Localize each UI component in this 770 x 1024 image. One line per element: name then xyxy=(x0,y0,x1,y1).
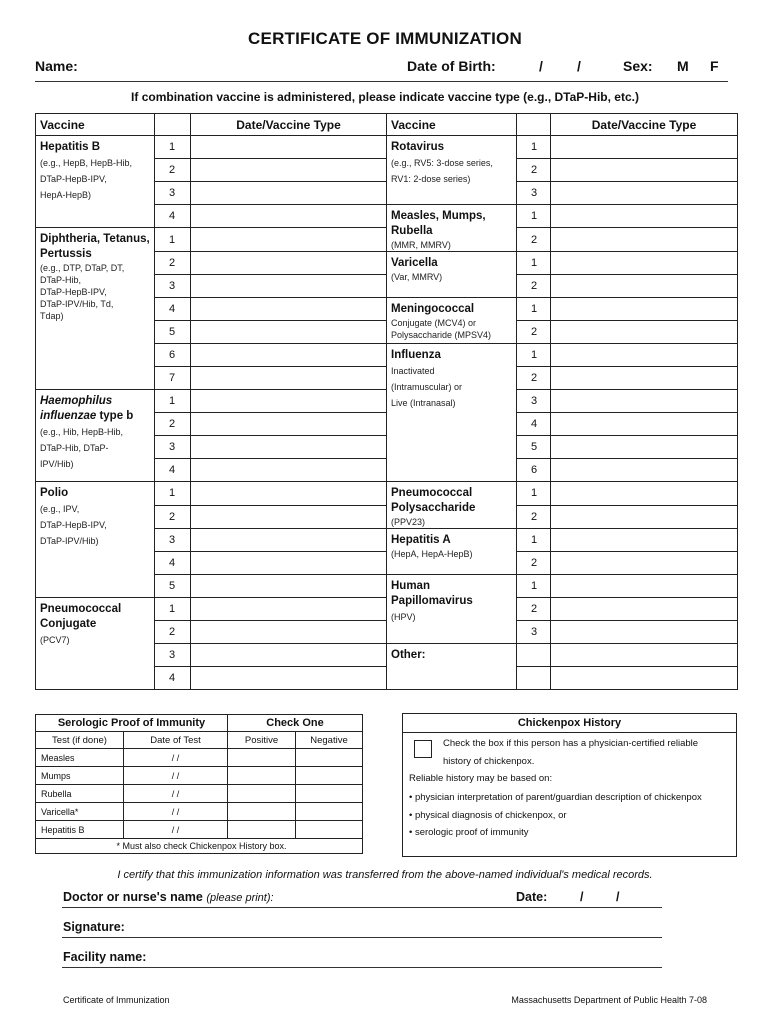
date-vaccine-type-field[interactable] xyxy=(191,575,387,598)
vaccine-name: Haemophilus influenzae type b xyxy=(40,395,134,422)
chickenpox-checkbox[interactable] xyxy=(414,740,432,758)
vaccine-examples: (e.g., IPV, xyxy=(40,504,80,514)
dose-number: 5 xyxy=(517,436,551,459)
dose-number: 2 xyxy=(517,552,551,575)
date-vaccine-type-field[interactable] xyxy=(551,482,738,506)
vaccine-examples: Inactivated xyxy=(391,366,435,376)
dose-number: 1 xyxy=(155,136,191,159)
serology-row xyxy=(36,803,363,821)
dose-number: 2 xyxy=(155,621,191,644)
date-vaccine-type-field[interactable] xyxy=(551,390,738,413)
facility-name-label: Facility name: xyxy=(63,950,147,964)
col-test: Test (if done) xyxy=(36,732,124,749)
header-date-right: Date/Vaccine Type xyxy=(551,114,738,136)
facility-name-line[interactable] xyxy=(62,967,662,968)
negative-check-field[interactable] xyxy=(296,785,363,803)
serology-row xyxy=(36,767,363,785)
vaccine-name: Pneumococcal Conjugate xyxy=(40,603,122,630)
date-vaccine-type-field[interactable] xyxy=(191,182,387,205)
date-vaccine-type-field[interactable] xyxy=(551,367,738,390)
vaccine-examples: IPV/Hib) xyxy=(40,459,74,469)
dose-number: 4 xyxy=(155,459,191,482)
date-vaccine-type-field[interactable] xyxy=(551,344,738,367)
dose-number: 2 xyxy=(517,321,551,344)
vaccine-examples: Live (Intranasal) xyxy=(391,398,456,408)
table-row xyxy=(36,136,738,159)
date-vaccine-type-field[interactable] xyxy=(551,667,738,690)
dose-number: 3 xyxy=(155,275,191,298)
dose-number: 2 xyxy=(517,228,551,252)
dose-number: 1 xyxy=(155,390,191,413)
negative-check-field[interactable] xyxy=(296,821,363,839)
date-vaccine-type-field[interactable] xyxy=(191,644,387,667)
date-vaccine-type-field[interactable] xyxy=(191,598,387,621)
vaccine-examples: DTaP-HepB-IPV, xyxy=(40,287,107,297)
vaccine-name-cell xyxy=(387,205,517,252)
col-negative: Negative xyxy=(296,732,363,749)
date-vaccine-type-field[interactable] xyxy=(551,182,738,205)
date-vaccine-type-field[interactable] xyxy=(551,136,738,159)
date-of-test-field[interactable]: / / xyxy=(124,767,228,785)
date-vaccine-type-field[interactable] xyxy=(551,529,738,552)
vaccine-name: Meningococcal xyxy=(391,303,475,315)
dose-number: 7 xyxy=(155,367,191,390)
date-vaccine-type-field[interactable] xyxy=(191,621,387,644)
vaccine-examples: HepA-HepB) xyxy=(40,190,92,200)
dose-number: 1 xyxy=(155,598,191,621)
vaccine-name: Human Papillomavirus xyxy=(391,580,473,607)
vaccine-examples: DTaP-IPV/Hib) xyxy=(40,536,99,546)
serology-title: Serologic Proof of Immunity xyxy=(36,715,228,732)
vaccine-name: Rotavirus xyxy=(391,141,445,153)
dose-number: 3 xyxy=(155,436,191,459)
dose-number: 4 xyxy=(155,552,191,575)
dose-number: 3 xyxy=(517,390,551,413)
vaccine-name: Hepatitis A xyxy=(391,534,451,546)
vaccine-name: Polio xyxy=(40,487,69,499)
header-vaccine-left: Vaccine xyxy=(36,114,155,136)
signature-label: Signature: xyxy=(63,920,125,934)
positive-check-field[interactable] xyxy=(228,821,296,839)
check-one-header: Check One xyxy=(228,715,363,732)
vaccine-name: Measles, Mumps, Rubella xyxy=(391,210,486,237)
date-vaccine-type-field[interactable] xyxy=(191,344,387,367)
vaccine-name-cell xyxy=(387,575,517,644)
vaccine-examples: DTaP-HepB-IPV, xyxy=(40,174,107,184)
date-vaccine-type-field[interactable] xyxy=(191,321,387,344)
positive-check-field[interactable] xyxy=(228,803,296,821)
serology-test-name: Measles xyxy=(36,749,124,767)
vaccine-examples: (PCV7) xyxy=(40,635,70,645)
vaccine-examples: (e.g., RV5: 3-dose series, xyxy=(391,158,493,168)
signoff-date-slash-2: / xyxy=(616,890,620,904)
dose-number: 1 xyxy=(517,344,551,367)
date-vaccine-type-field[interactable] xyxy=(191,367,387,390)
dose-number: 2 xyxy=(517,505,551,529)
dose-number: 1 xyxy=(517,298,551,321)
dose-number: 2 xyxy=(155,159,191,182)
vaccine-name: Diphtheria, Tetanus, Pertussis xyxy=(40,233,150,260)
chickenpox-text-1: Check the box if this person has a physician-certified reliable xyxy=(443,738,699,749)
chickenpox-title: Chickenpox History xyxy=(403,714,736,733)
date-of-test-field[interactable]: / / xyxy=(124,785,228,803)
date-vaccine-type-field[interactable] xyxy=(551,413,738,436)
negative-check-field[interactable] xyxy=(296,803,363,821)
serology-test-name: Varicella* xyxy=(36,803,124,821)
vaccine-name: Varicella xyxy=(391,257,438,269)
dob-slash-2: / xyxy=(577,58,581,74)
vaccine-examples: RV1: 2-dose series) xyxy=(391,174,471,184)
dose-number: 2 xyxy=(517,159,551,182)
dose-number: 2 xyxy=(517,275,551,298)
vaccine-examples: (e.g., DTP, DTaP, DT, xyxy=(40,263,125,273)
vaccine-examples: (HepA, HepA-HepB) xyxy=(391,549,473,559)
bullet-item: • physician interpretation of parent/guardian description of chickenpox xyxy=(409,792,702,803)
date-vaccine-type-field[interactable] xyxy=(191,436,387,459)
footer-right: Massachusetts Department of Public Health 7-08 xyxy=(511,995,707,1005)
signature-line[interactable] xyxy=(62,937,662,938)
dose-number: 2 xyxy=(517,367,551,390)
vaccine-name-cell xyxy=(387,529,517,575)
vaccine-examples: Conjugate (MCV4) or xyxy=(391,318,477,328)
dose-number xyxy=(517,644,551,667)
dose-number: 2 xyxy=(517,598,551,621)
bullet-item: • physical diagnosis of chickenpox, or xyxy=(409,810,567,821)
date-vaccine-type-field[interactable] xyxy=(191,205,387,228)
date-vaccine-type-field[interactable] xyxy=(191,667,387,690)
positive-check-field[interactable] xyxy=(228,749,296,767)
bullet-item: • serologic proof of immunity xyxy=(409,827,529,838)
date-vaccine-type-field[interactable] xyxy=(551,598,738,621)
date-vaccine-type-field[interactable] xyxy=(191,459,387,482)
doctor-name-label: Doctor or nurse's name (please print): xyxy=(63,890,274,904)
reliable-history-text: Reliable history may be based on: xyxy=(409,773,553,784)
dose-number: 3 xyxy=(155,529,191,552)
dose-number: 1 xyxy=(517,205,551,228)
table-row xyxy=(36,482,738,506)
dose-number: 1 xyxy=(517,482,551,506)
chickenpox-text-2: history of chickenpox. xyxy=(443,756,535,767)
sex-label: Sex: xyxy=(623,58,653,74)
vaccine-examples: (MMR, MMRV) xyxy=(391,240,451,250)
dose-number: 4 xyxy=(517,413,551,436)
serology-row xyxy=(36,821,363,839)
date-vaccine-type-field[interactable] xyxy=(551,321,738,344)
dose-number: 2 xyxy=(155,252,191,275)
vaccine-examples: Tdap) xyxy=(40,311,64,321)
dose-number: 6 xyxy=(517,459,551,482)
serology-footnote: * Must also check Chickenpox History box. xyxy=(36,839,363,854)
date-vaccine-type-field[interactable] xyxy=(191,159,387,182)
vaccine-name-cell xyxy=(36,598,155,690)
signoff-date-label: Date: xyxy=(516,890,548,904)
positive-check-field[interactable] xyxy=(228,785,296,803)
sex-option-m[interactable]: M xyxy=(677,58,689,74)
page-title: CERTIFICATE OF IMMUNIZATION xyxy=(248,29,522,48)
immunization-table xyxy=(35,113,738,690)
vaccine-examples: (Intramuscular) or xyxy=(391,382,463,392)
date-vaccine-type-field[interactable] xyxy=(551,159,738,182)
dose-number: 3 xyxy=(155,182,191,205)
dose-number: 2 xyxy=(155,505,191,529)
vaccine-name-cell xyxy=(36,136,155,228)
vaccine-examples: (e.g., HepB, HepB-Hib, xyxy=(40,158,133,168)
vaccine-name-cell xyxy=(387,644,517,690)
date-vaccine-type-field[interactable] xyxy=(551,275,738,298)
dose-number: 1 xyxy=(155,228,191,252)
header-vaccine-right: Vaccine xyxy=(387,114,517,136)
date-vaccine-type-field[interactable] xyxy=(551,552,738,575)
dose-number: 3 xyxy=(155,644,191,667)
vaccine-name-cell xyxy=(387,136,517,205)
vaccine-examples: (e.g., Hib, HepB-Hib, xyxy=(40,427,124,437)
dose-number: 2 xyxy=(155,413,191,436)
instruction-text: If combination vaccine is administered, please indicate vaccine type (e.g., DTaP-Hib, etc.) xyxy=(131,90,639,104)
vaccine-name: Influenza xyxy=(391,349,441,361)
header-date-left: Date/Vaccine Type xyxy=(191,114,387,136)
date-vaccine-type-field[interactable] xyxy=(551,505,738,529)
date-of-test-field[interactable]: / / xyxy=(124,821,228,839)
chickenpox-history-box xyxy=(402,713,737,857)
date-vaccine-type-field[interactable] xyxy=(191,529,387,552)
date-vaccine-type-field[interactable] xyxy=(191,228,387,252)
date-vaccine-type-field[interactable] xyxy=(551,298,738,321)
name-label: Name: xyxy=(35,58,78,74)
dose-number: 6 xyxy=(155,344,191,367)
dob-label: Date of Birth: xyxy=(407,58,496,74)
positive-check-field[interactable] xyxy=(228,767,296,785)
serology-test-name: Hepatitis B xyxy=(36,821,124,839)
date-vaccine-type-field[interactable] xyxy=(191,275,387,298)
serology-test-name: Mumps xyxy=(36,767,124,785)
date-of-test-field[interactable]: / / xyxy=(124,803,228,821)
vaccine-examples: DTaP-IPV/Hib, Td, xyxy=(40,299,114,309)
vaccine-examples: DTaP-HepB-IPV, xyxy=(40,520,107,530)
col-positive: Positive xyxy=(228,732,296,749)
doctor-name-line[interactable] xyxy=(62,907,662,908)
serology-row xyxy=(36,749,363,767)
dose-number: 5 xyxy=(155,321,191,344)
dose-number: 4 xyxy=(155,667,191,690)
vaccine-examples: Polysaccharide (MPSV4) xyxy=(391,330,492,340)
vaccine-examples: (PPV23) xyxy=(391,517,426,527)
dose-number: 1 xyxy=(517,252,551,275)
sex-option-f[interactable]: F xyxy=(710,58,719,74)
date-vaccine-type-field[interactable] xyxy=(551,459,738,482)
dose-number: 5 xyxy=(155,575,191,598)
vaccine-examples: DTaP-Hib, DTaP- xyxy=(40,443,109,453)
date-vaccine-type-field[interactable] xyxy=(191,390,387,413)
date-vaccine-type-field[interactable] xyxy=(191,252,387,275)
dob-slash-1: / xyxy=(539,58,543,74)
date-vaccine-type-field[interactable] xyxy=(551,575,738,598)
dose-number: 1 xyxy=(155,482,191,506)
vaccine-name-cell xyxy=(36,228,155,390)
vaccine-name-cell xyxy=(387,482,517,529)
dose-number: 4 xyxy=(155,205,191,228)
serology-row xyxy=(36,785,363,803)
negative-check-field[interactable] xyxy=(296,767,363,785)
dose-number: 1 xyxy=(517,136,551,159)
serology-test-name: Rubella xyxy=(36,785,124,803)
date-vaccine-type-field[interactable] xyxy=(191,136,387,159)
dose-number: 1 xyxy=(517,529,551,552)
vaccine-name-cell xyxy=(36,390,155,482)
dose-number: 3 xyxy=(517,621,551,644)
date-vaccine-type-field[interactable] xyxy=(191,552,387,575)
date-vaccine-type-field[interactable] xyxy=(191,482,387,506)
vaccine-name: Hepatitis B xyxy=(40,141,101,153)
vaccine-examples: DTaP-Hib, xyxy=(40,275,82,285)
footer-left: Certificate of Immunization xyxy=(63,995,170,1005)
dose-number: 1 xyxy=(517,575,551,598)
col-date-of-test: Date of Test xyxy=(124,732,228,749)
serology-table xyxy=(35,714,363,854)
date-vaccine-type-field[interactable] xyxy=(551,644,738,667)
certification-statement: I certify that this immunization information was transferred from the above-named individual's medical records. xyxy=(117,869,653,881)
vaccine-name: Pneumococcal Polysaccharide xyxy=(391,487,476,514)
vaccine-name-cell xyxy=(387,252,517,298)
date-vaccine-type-field[interactable] xyxy=(191,298,387,321)
signoff-date-slash-1: / xyxy=(580,890,584,904)
vaccine-name-cell xyxy=(36,482,155,598)
date-vaccine-type-field[interactable] xyxy=(191,505,387,529)
date-vaccine-type-field[interactable] xyxy=(551,228,738,252)
vaccine-examples: (HPV) xyxy=(391,612,416,622)
date-vaccine-type-field[interactable] xyxy=(551,436,738,459)
dose-number xyxy=(517,667,551,690)
date-vaccine-type-field[interactable] xyxy=(551,252,738,275)
dose-number: 3 xyxy=(517,182,551,205)
date-vaccine-type-field[interactable] xyxy=(551,205,738,228)
negative-check-field[interactable] xyxy=(296,749,363,767)
vaccine-examples: (Var, MMRV) xyxy=(391,272,443,282)
vaccine-name-cell xyxy=(387,344,517,482)
vaccine-name: Other: xyxy=(391,649,426,661)
vaccine-name-cell xyxy=(387,298,517,344)
dose-number: 4 xyxy=(155,298,191,321)
date-of-test-field[interactable]: / / xyxy=(124,749,228,767)
date-vaccine-type-field[interactable] xyxy=(551,621,738,644)
date-vaccine-type-field[interactable] xyxy=(191,413,387,436)
header-rule xyxy=(35,81,728,82)
